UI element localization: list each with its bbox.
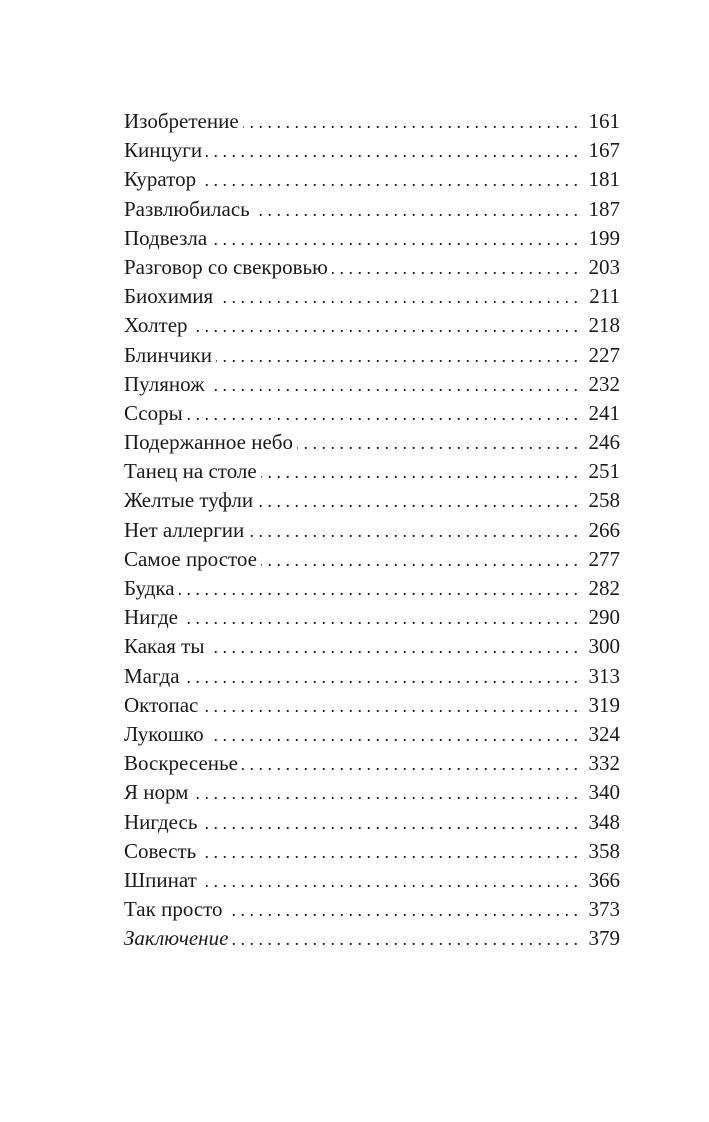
- toc-entry-page-number: 203: [588, 254, 620, 279]
- toc-entry-page-number: 300: [588, 634, 620, 659]
- toc-entry-page-number: 187: [588, 196, 620, 221]
- toc-dot-leader: [182, 604, 578, 632]
- toc-entry: [124, 107, 620, 136]
- toc-entry: [124, 691, 620, 720]
- toc-dot-leader: [209, 371, 578, 399]
- table-of-contents: [124, 107, 620, 953]
- toc-entry-page-number: 258: [588, 488, 620, 513]
- toc-dot-leader: [297, 429, 578, 457]
- toc-entry-page-number: 313: [588, 663, 620, 688]
- toc-entry-page-number: 181: [588, 167, 620, 192]
- toc-dot-leader: [216, 342, 578, 370]
- toc-entry: [124, 924, 620, 953]
- toc-entry: [124, 545, 620, 574]
- toc-dot-leader: [187, 400, 578, 428]
- toc-dot-leader: [208, 633, 578, 661]
- toc-entry-title: Нет аллергии: [124, 517, 245, 542]
- toc-entry: [124, 399, 620, 428]
- toc-entry-title: Воскресенье: [124, 751, 238, 776]
- toc-entry: [124, 370, 620, 399]
- toc-entry: [124, 720, 620, 749]
- toc-entry-title: Ссоры: [124, 400, 183, 425]
- toc-entry: [124, 574, 620, 603]
- toc-entry-title: Танец на столе: [124, 459, 257, 484]
- toc-dot-leader: [254, 196, 578, 224]
- toc-entry: [124, 428, 620, 457]
- toc-entry-title: Нигдесь: [124, 809, 198, 834]
- toc-entry-page-number: 161: [588, 109, 620, 133]
- toc-entry-title: Биохимия: [124, 284, 214, 309]
- toc-dot-leader: [192, 312, 578, 340]
- toc-entry-page-number: 167: [588, 138, 620, 163]
- toc-dot-leader: [200, 838, 578, 866]
- toc-entry-page-number: 366: [588, 867, 620, 892]
- toc-entry: [124, 837, 620, 866]
- toc-entry-page-number: 358: [588, 838, 620, 863]
- toc-entry-title: Разговор со свекровью: [124, 254, 328, 279]
- toc-entry-page-number: 348: [588, 809, 620, 834]
- toc-entry-page-number: 290: [588, 605, 620, 630]
- toc-entry-page-number: 277: [588, 546, 620, 571]
- toc-dot-leader: [243, 108, 578, 136]
- toc-entry-title: Блинчики: [124, 342, 212, 367]
- toc-dot-leader: [211, 225, 578, 253]
- toc-entry: [124, 895, 620, 924]
- toc-entry-page-number: 211: [589, 284, 620, 309]
- toc-entry-title: Куратор: [124, 167, 197, 192]
- toc-entry: [124, 311, 620, 340]
- toc-entry-title: Самое простое: [124, 546, 258, 571]
- toc-dot-leader: [332, 254, 578, 282]
- toc-entry-title: Изобретение: [124, 109, 239, 133]
- toc-entry-title: Подвезла: [124, 225, 208, 250]
- toc-entry: [124, 136, 620, 165]
- toc-dot-leader: [201, 867, 578, 895]
- toc-entry-page-number: 227: [588, 342, 620, 367]
- toc-entry: [124, 662, 620, 691]
- toc-dot-leader: [202, 692, 578, 720]
- toc-entry: [124, 516, 620, 545]
- toc-dot-leader: [192, 779, 578, 807]
- toc-entry: [124, 632, 620, 661]
- toc-entry-page-number: 282: [588, 576, 620, 600]
- toc-dot-leader: [261, 458, 578, 486]
- toc-dot-leader: [217, 283, 578, 311]
- toc-entry-page-number: 246: [588, 430, 620, 455]
- toc-dot-leader: [261, 546, 578, 574]
- toc-dot-leader: [232, 925, 578, 953]
- toc-entry-title: Заключение: [124, 926, 229, 951]
- toc-entry-title: Магда: [124, 663, 180, 688]
- toc-entry-title: Шпинат: [124, 867, 197, 892]
- toc-dot-leader: [200, 166, 578, 194]
- toc-entry: [124, 486, 620, 515]
- toc-entry: [124, 808, 620, 837]
- toc-entry-page-number: 373: [588, 897, 620, 922]
- toc-entry-title: Развлюбилась: [124, 196, 250, 221]
- toc-entry-page-number: 324: [588, 721, 620, 746]
- toc-dot-leader: [179, 575, 578, 603]
- toc-entry: [124, 749, 620, 778]
- toc-entry-title: Желтые туфли: [124, 488, 254, 513]
- toc-entry: [124, 603, 620, 632]
- toc-entry-title: Лукошко: [124, 721, 204, 746]
- toc-entry: [124, 866, 620, 895]
- toc-dot-leader: [257, 487, 578, 515]
- toc-entry: [124, 457, 620, 486]
- toc-dot-leader: [201, 809, 578, 837]
- toc-entry: [124, 253, 620, 282]
- toc-entry-page-number: 340: [588, 780, 620, 805]
- toc-entry-title: Октопас: [124, 692, 199, 717]
- toc-entry-page-number: 232: [588, 371, 620, 396]
- toc-entry: [124, 778, 620, 807]
- toc-entry-title: Кинцуги: [124, 138, 203, 163]
- toc-entry: [124, 224, 620, 253]
- toc-entry-page-number: 266: [588, 517, 620, 542]
- toc-entry-title: Пулянож: [124, 371, 205, 396]
- toc-dot-leader: [248, 517, 578, 545]
- toc-entry-title: Подержанное небо: [124, 430, 293, 455]
- toc-entry: [124, 165, 620, 194]
- toc-dot-leader: [206, 137, 578, 165]
- toc-dot-leader: [208, 721, 578, 749]
- toc-entry-page-number: 251: [588, 459, 620, 484]
- toc-entry-title: Я норм: [124, 780, 189, 805]
- toc-entry-title: Какая ты: [124, 634, 205, 659]
- toc-entry-page-number: 379: [588, 926, 620, 951]
- toc-entry-page-number: 332: [588, 751, 620, 776]
- toc-entry-page-number: 319: [588, 692, 620, 717]
- toc-entry-title: Холтер: [124, 313, 188, 338]
- toc-entry-page-number: 199: [588, 225, 620, 250]
- toc-entry: [124, 341, 620, 370]
- toc-entry-title: Так просто: [124, 897, 223, 922]
- toc-entry: [124, 195, 620, 224]
- toc-dot-leader: [227, 896, 578, 924]
- toc-entry-title: Нигде: [124, 605, 178, 630]
- toc-dot-leader: [184, 663, 578, 691]
- toc-dot-leader: [242, 750, 578, 778]
- toc-entry-page-number: 241: [588, 400, 620, 425]
- toc-entry-title: Будка: [124, 576, 175, 600]
- toc-entry: [124, 282, 620, 311]
- toc-entry-page-number: 218: [588, 313, 620, 338]
- toc-entry-title: Совесть: [124, 838, 197, 863]
